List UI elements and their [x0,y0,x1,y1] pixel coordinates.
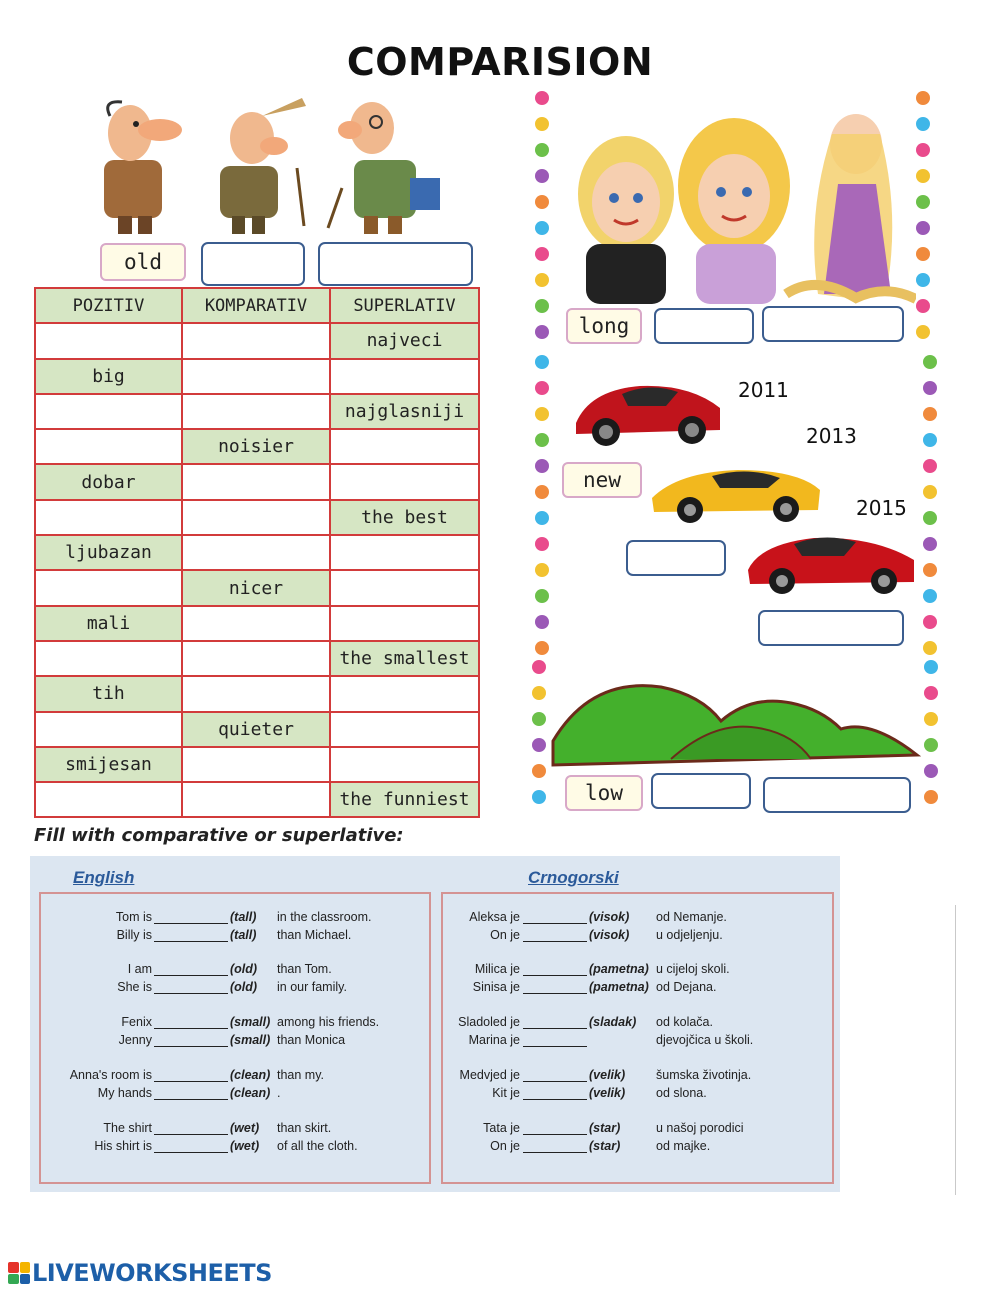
answer-blank[interactable] [523,1017,587,1029]
table-cell-answer[interactable] [182,394,330,429]
answer-blank[interactable] [523,930,587,942]
answer-box-long-superlative[interactable] [762,306,904,342]
girls-long-hair-illustration [556,94,916,304]
sentence-adjective: (clean) [230,1086,271,1100]
year-label-2011: 2011 [738,378,789,402]
answer-blank[interactable] [523,1088,587,1100]
answer-blank[interactable] [523,1141,587,1153]
old-men-illustration [92,88,472,238]
sentence-rest: in our family. [277,980,347,994]
old-man-3 [328,102,440,234]
sentence-subject: His shirt is [94,1139,152,1153]
sentence-subject: Tom is [115,910,152,924]
sentence-line [41,1086,431,1102]
table-cell-answer[interactable] [182,535,330,570]
sentence-rest: among his friends. [277,1015,380,1029]
table-cell-given: najglasniji [330,394,479,429]
polka-border-right [921,655,941,817]
year-label-2015: 2015 [856,496,907,520]
sentence-line [41,1015,431,1031]
table-cell-answer[interactable] [35,429,182,464]
answer-blank[interactable] [523,1035,587,1047]
answer-box-new-comparative[interactable] [626,540,726,576]
table-cell-given: ljubazan [35,535,182,570]
panel-long-hair [530,88,945,350]
table-cell-answer[interactable] [35,570,182,605]
table-cell-answer[interactable] [35,641,182,676]
table-cell-given: the smallest [330,641,479,676]
answer-blank[interactable] [154,1088,228,1100]
polka-border-right [920,350,940,655]
answer-blank[interactable] [523,1070,587,1082]
sentence-adjective: (visok) [589,910,630,924]
sentence-rest: od Dejana. [656,980,717,994]
header-komparativ: KOMPARATIV [182,288,330,323]
answer-box-low-superlative[interactable] [763,777,911,813]
answer-blank[interactable] [523,1123,587,1135]
sentence-line [443,1033,833,1049]
sentence-subject: On je [490,1139,520,1153]
table-cell-given: mali [35,606,182,641]
table-cell-given: big [35,359,182,394]
sentence-adjective: (clean) [230,1068,271,1082]
sentence-adjective: (tall) [230,928,257,942]
table-cell-answer[interactable] [35,323,182,358]
table-row [35,606,479,641]
comparison-table [34,287,480,818]
answer-blank[interactable] [154,982,228,994]
table-cell-answer[interactable] [182,464,330,499]
table-cell-answer[interactable] [330,676,479,711]
liveworksheets-logo [8,1258,272,1288]
table-body [35,323,479,817]
table-cell-answer[interactable] [182,641,330,676]
answer-box-new-superlative[interactable] [758,610,904,646]
old-man-1 [104,102,182,234]
table-cell-answer[interactable] [330,464,479,499]
table-cell-answer[interactable] [182,747,330,782]
answer-blank[interactable] [523,964,587,976]
sentence-rest: . [277,1086,281,1100]
word-label-long: long [566,308,642,344]
sentence-line [41,1121,431,1137]
english-heading: English [73,868,135,887]
table-cell-answer[interactable] [330,747,479,782]
sentence-rest: od majke. [656,1139,711,1153]
sentence-line [443,910,833,926]
sentence-adjective: (old) [230,962,258,976]
liveworksheets-icon [8,1262,30,1284]
sentence-line [443,1086,833,1102]
table-row [35,464,479,499]
table-cell-answer[interactable] [182,500,330,535]
answer-blank[interactable] [154,930,228,942]
english-sentences-box [39,892,431,1184]
sentence-rest: u našoj porodici [656,1121,744,1135]
sentence-line [41,928,431,944]
table-cell-answer[interactable] [330,570,479,605]
table-header-row [35,288,479,323]
sentence-line [41,980,431,996]
table-cell-given: smijesan [35,747,182,782]
sentence-rest: od slona. [656,1086,707,1100]
exercise-panel [30,856,840,1192]
answer-blank[interactable] [154,1141,228,1153]
sentence-subject: She is [117,980,152,994]
table-cell-given: tih [35,676,182,711]
sentence-rest: u cijeloj skoli. [656,962,730,976]
crnogorski-heading: Crnogorski [528,868,619,887]
table-cell-answer[interactable] [330,359,479,394]
sentence-rest: u odjeljenju. [656,928,723,942]
sentence-adjective: (visok) [589,928,630,942]
sentence-adjective: (old) [230,980,258,994]
sentence-adjective: (wet) [230,1139,260,1153]
answer-box-old-superlative[interactable] [318,242,473,286]
sentence-adjective: (wet) [230,1121,260,1135]
answer-blank[interactable] [154,1070,228,1082]
divider-line [955,905,956,1195]
table-row [35,712,479,747]
table-cell-answer[interactable] [330,712,479,747]
answer-blank[interactable] [154,1035,228,1047]
answer-blank[interactable] [523,912,587,924]
sentence-line [41,910,431,926]
polka-border-left [529,655,549,817]
table-row [35,323,479,358]
year-label-2013: 2013 [806,424,857,448]
panel-new-cars [530,350,945,655]
word-label-new: new [562,462,642,498]
sentence-rest: than Tom. [277,962,332,976]
table-row [35,394,479,429]
sentence-subject: Fenix [121,1015,152,1029]
table-cell-answer[interactable] [35,782,182,817]
sentence-rest: than Monica [277,1033,346,1047]
sentence-subject: Aleksa je [469,910,520,924]
sentence-subject: Sinisa je [472,980,520,994]
sentence-adjective: (small) [230,1015,271,1029]
sentence-line [443,962,833,978]
sentence-line [443,1121,833,1137]
sentence-subject: I am [127,962,152,976]
sentence-subject: My hands [97,1086,152,1100]
answer-box-old-comparative[interactable] [201,242,305,286]
sentence-rest: than skirt. [277,1121,332,1135]
car-2011-illustration [570,368,725,453]
table-cell-answer[interactable] [35,394,182,429]
table-cell-given: nicer [182,570,330,605]
polka-border-left [532,88,552,350]
table-cell-answer[interactable] [35,712,182,747]
table-cell-answer[interactable] [330,606,479,641]
answer-blank[interactable] [523,982,587,994]
table-row [35,570,479,605]
table-cell-given: the funniest [330,782,479,817]
sentence-rest: od kolača. [656,1015,713,1029]
sentence-adjective: (star) [589,1121,621,1135]
table-cell-answer[interactable] [330,535,479,570]
polka-border-right [913,88,933,350]
table-cell-given: the best [330,500,479,535]
sentence-subject: Billy is [116,928,152,942]
word-label-old: old [100,243,186,281]
answer-blank[interactable] [154,912,228,924]
sentence-subject: Medvjed je [459,1068,520,1082]
sentence-line [443,1068,833,1084]
sentence-line [41,1033,431,1049]
table-cell-answer[interactable] [182,359,330,394]
sentence-rest: djevojčica u školi. [656,1033,754,1047]
answer-blank[interactable] [154,1017,228,1029]
sentence-subject: On je [490,928,520,942]
sentence-subject: Kit je [492,1086,520,1100]
panel-low-hills [527,655,945,817]
sentence-line [41,1068,431,1084]
table-cell-given: dobar [35,464,182,499]
sentence-rest: than Michael. [277,928,352,942]
sentence-adjective: (pametna) [589,962,649,976]
sentence-adjective: (pametna) [589,980,649,994]
sentence-line [443,1139,833,1155]
table-row [35,747,479,782]
table-cell-given: najveci [330,323,479,358]
sentence-subject: Anna's room is [69,1068,152,1082]
old-man-2 [220,98,306,234]
header-superlativ: SUPERLATIV [330,288,479,323]
sentence-line [443,980,833,996]
sentence-subject: Marina je [468,1033,520,1047]
sentence-rest: od Nemanje. [656,910,727,924]
table-cell-given: quieter [182,712,330,747]
sentence-adjective: (sladak) [589,1015,637,1029]
page-title: COMPARISION [346,40,654,84]
table-cell-given: noisier [182,429,330,464]
table-cell-answer[interactable] [35,500,182,535]
table-cell-answer[interactable] [330,429,479,464]
sentence-rest: in the classroom. [277,910,372,924]
hills-illustration [551,669,921,769]
girl-short-hair [578,136,674,304]
sentence-line [443,928,833,944]
car-2013-illustration [648,454,823,529]
table-row [35,500,479,535]
word-label-low: low [565,775,643,811]
sentence-subject: Jenny [118,1033,152,1047]
table-row [35,535,479,570]
exercise-instruction: Fill with comparative or superlative: [34,825,404,846]
header-pozitiv: POZITIV [35,288,182,323]
sentence-adjective: (velik) [589,1086,626,1100]
table-cell-answer[interactable] [182,323,330,358]
answer-box-long-comparative[interactable] [654,308,754,344]
answer-blank[interactable] [154,1123,228,1135]
crnogorski-sentences-box [441,892,834,1184]
sentence-line [41,962,431,978]
sentence-line [443,1015,833,1031]
table-cell-answer[interactable] [182,782,330,817]
polka-border-left [532,350,552,655]
girl-very-long-hair [786,114,916,299]
sentence-adjective: (small) [230,1033,271,1047]
sentence-rest: of all the cloth. [277,1139,358,1153]
answer-blank[interactable] [154,964,228,976]
table-row [35,676,479,711]
table-cell-answer[interactable] [182,676,330,711]
table-row [35,782,479,817]
table-row [35,641,479,676]
sentence-rest: šumska životinja. [656,1068,752,1082]
sentence-adjective: (tall) [230,910,257,924]
sentence-subject: Tata je [483,1121,520,1135]
sentence-rest: than my. [277,1068,325,1082]
table-row [35,359,479,394]
table-row [35,429,479,464]
answer-box-low-comparative[interactable] [651,773,751,809]
car-2015-illustration [744,526,919,598]
sentence-subject: Sladoled je [458,1015,520,1029]
sentence-line [41,1139,431,1155]
table-cell-answer[interactable] [182,606,330,641]
girl-medium-hair [678,118,790,304]
logo-text: LIVEWORKSHEETS [32,1259,272,1287]
sentence-subject: Milica je [474,962,520,976]
sentence-adjective: (star) [589,1139,621,1153]
sentence-subject: The shirt [103,1121,152,1135]
sentence-adjective: (velik) [589,1068,626,1082]
